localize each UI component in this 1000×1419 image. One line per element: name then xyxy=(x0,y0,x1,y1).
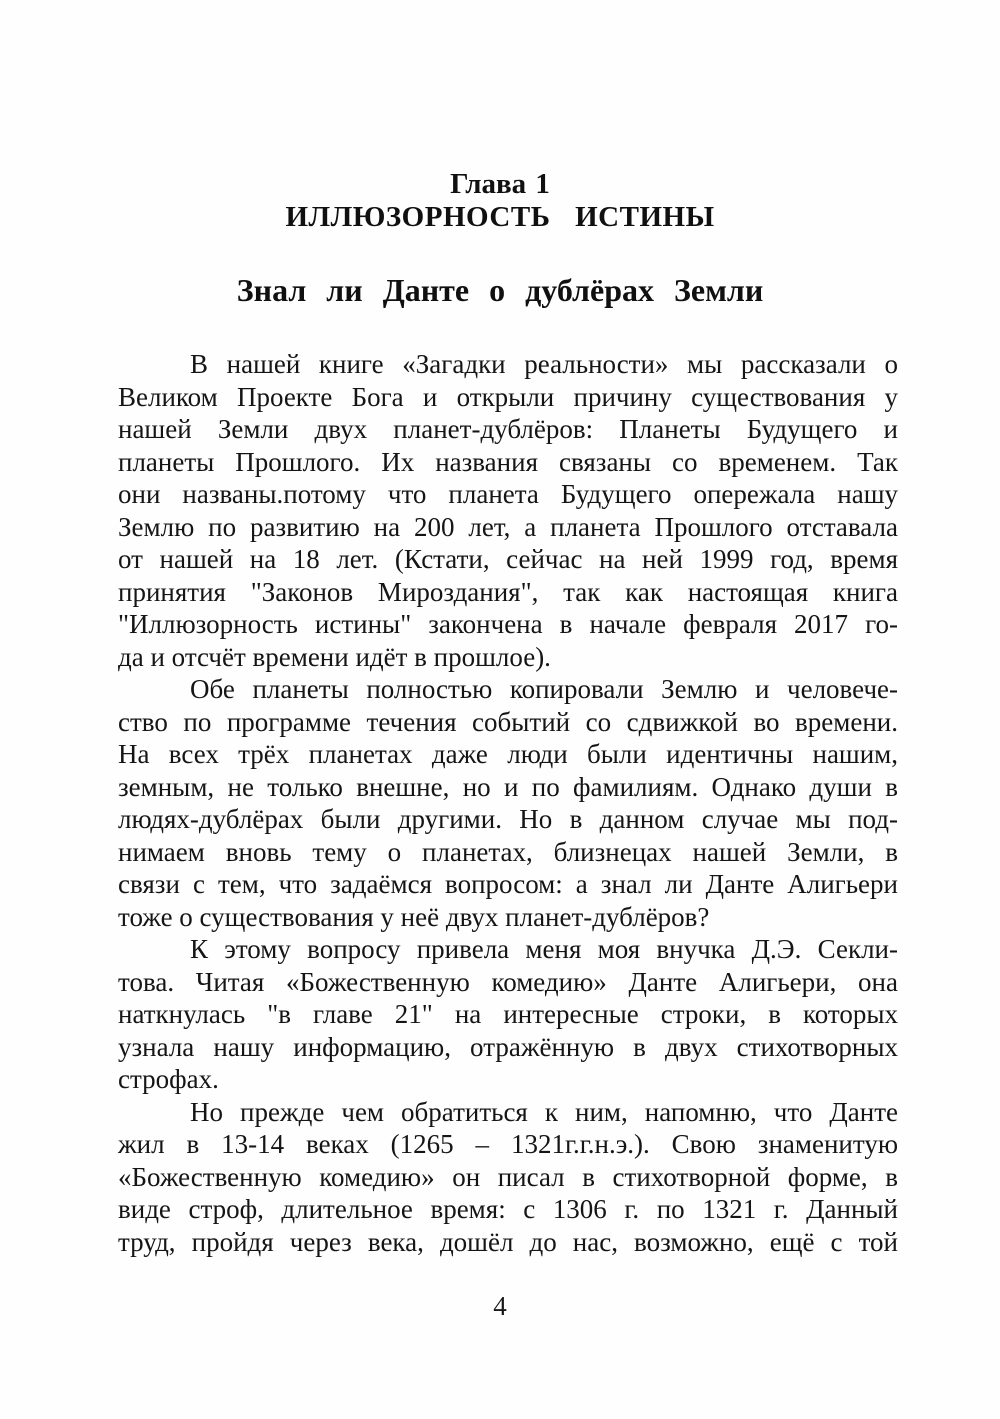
text-line: планеты Прошлого. Их названия связаны со временем. Так xyxy=(118,446,898,477)
text-line: наткнулась "в главе 21" на интересные строки, в которых xyxy=(118,999,898,1029)
text-line: строфах. xyxy=(118,1064,219,1094)
text-line: принятия "Законов Мироздания", так как настоящая книга xyxy=(118,576,898,607)
text-line: Обе планеты полностью копировали Землю и человече- xyxy=(190,674,898,704)
text-line: нашей Земли двух планет-дублёров: Планеты Будущего и xyxy=(118,414,898,444)
text-line: тоже о существования у неё двух планет-дублёров? xyxy=(118,901,710,932)
text-line: В нашей книге «Загадки реальности» мы рассказали о xyxy=(190,349,898,379)
paragraph xyxy=(118,673,898,933)
text-line: они названы.потому что планета Будущего опережала нашу xyxy=(118,479,898,509)
chapter-number: Глава 1 xyxy=(450,168,550,200)
text-line: На всех трёх планетах даже люди были идентичны нашим, xyxy=(118,739,898,769)
body-text xyxy=(118,348,898,1258)
text-line: «Божественную комедию» он писал в стихотворной форме, в xyxy=(118,1161,898,1192)
text-line: труд, пройдя через века, дошёл до нас, возможно, ещё с той xyxy=(118,1226,898,1257)
text-line: виде строф, длительное время: с 1306 г. по 1321 г. Данный xyxy=(118,1194,898,1224)
text-line: Великом Проекте Бога и открыли причину существования у xyxy=(118,381,898,412)
text-line: К этому вопросу привела меня моя внучка Д.Э. Секли- xyxy=(190,934,898,964)
text-line: "Иллюзорность истины" закончена в начале февраля 2017 го- xyxy=(118,609,898,639)
paragraph xyxy=(118,1096,898,1259)
chapter-heading-block xyxy=(0,168,1000,234)
paragraph xyxy=(118,933,898,1096)
text-line: связи с тем, что задаёмся вопросом: а знал ли Данте Алигьери xyxy=(118,869,898,899)
page-number: 4 xyxy=(493,1291,507,1321)
text-line: това. Читая «Божественную комедию» Данте Алигьери, она xyxy=(118,966,898,997)
text-line: узнала нашу информацию, отражённую в двух стихотворных xyxy=(118,1031,898,1062)
text-line: нимаем вновь тему о планетах, близнецах нашей Земли, в xyxy=(118,836,898,867)
text-line: Но прежде чем обратиться к ним, напомню, что Данте xyxy=(190,1096,898,1127)
chapter-title: ИЛЛЮЗОРНОСТЬ ИСТИНЫ xyxy=(285,201,715,233)
text-line: Землю по развитию на 200 лет, а планета Прошлого отставала xyxy=(118,511,898,542)
text-line: да и отсчёт времени идёт в прошлое). xyxy=(118,641,551,672)
paragraph xyxy=(118,348,898,673)
text-line: ство по программе течения событий со сдвижкой во времени. xyxy=(118,706,898,737)
section-title: Знал ли Данте о дублёрах Земли xyxy=(236,272,764,308)
text-line: от нашей на 18 лет. (Кстати, сейчас на ней 1999 год, время xyxy=(118,544,898,574)
text-line: земным, не только внешне, но и по фамилиям. Однако души в xyxy=(118,771,898,802)
text-line: жил в 13-14 веках (1265 – 1321г.г.н.э.). Свою знаменитую xyxy=(118,1129,898,1159)
text-line: людях-дублёрах были другими. Но в данном случае мы под- xyxy=(118,804,898,834)
